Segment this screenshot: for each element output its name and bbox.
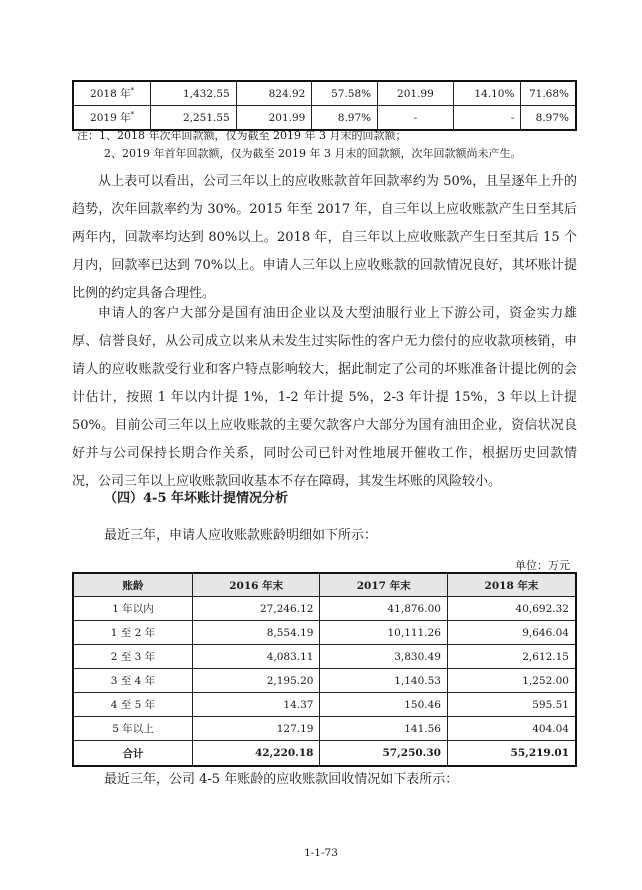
total-label: 合计 — [73, 741, 192, 767]
table-header-row — [73, 573, 576, 597]
table-cell: 8,554.19 — [192, 621, 320, 645]
table-cell: 41,876.00 — [320, 597, 448, 621]
table-row — [73, 106, 576, 131]
row-label: 5 年以上 — [73, 717, 192, 741]
header-2018: 2018 年末 — [447, 573, 576, 597]
table-row — [73, 669, 576, 693]
table-cell: 57.58% — [312, 81, 378, 106]
table-total-row — [73, 741, 576, 767]
table-row — [73, 597, 576, 621]
header-2017: 2017 年末 — [320, 573, 448, 597]
row-label: 1 年以内 — [73, 597, 192, 621]
table-cell: 9,646.04 — [447, 621, 576, 645]
table-cell: 14.10% — [453, 81, 521, 106]
paragraph-customer-profile: 申请人的客户大部分是国有油田企业以及大型油服行业上下游公司，资金实力雄厚、信誉良好，从公司成立以来从未发生过实际性的客户无力偿付的应收款项核销，申请人的应收账款受行业和客户特点影响较大，据此制定了公司的坏账准备计提比例的会计估计，按照 1 年以内计提 1%，1-2 年计提 5%，2-3 年计提 15%，3 年以上计提 50%。目前公司三年以上应收账款的主要欠款客户大部分为国有油田企业，资信状况良好并与公司保持长期合作关系，同时公司已针对性地展开催收工作，根据历史回款情况，公司三年以上应收账款回收基本不存在障碍，其发生坏账的风险较小。 — [72, 306, 577, 489]
year-cell: 2019 年* — [73, 106, 151, 131]
table-row — [73, 645, 576, 669]
table-cell: 4,083.11 — [192, 645, 320, 669]
paragraph-recovery-analysis: 从上表可以看出，公司三年以上的应收账款首年回款率约为 50%，且呈逐年上升的趋势，次年回款率约为 30%。2015 年至 2017 年，自三年以上应收账款产生日至其后两年内，回款率均达到 80%以上。2018 年，自三年以上应收账款产生日至其后 15 个月内，回款率已达到 70%以上。申请人三年以上应收账款的回款情况良好，其坏账计提比例的约定具备合理性。 — [72, 174, 577, 301]
table-cell: 14.37 — [192, 693, 320, 717]
header-2016: 2016 年末 — [192, 573, 320, 597]
table-cell: 3,830.49 — [320, 645, 448, 669]
closing-sentence: 最近三年，公司 4-5 年账龄的应收账款回收情况如下表所示： — [104, 772, 459, 787]
table-cell: - — [378, 106, 454, 131]
aging-table — [72, 572, 577, 767]
table-cell: 201.99 — [236, 106, 312, 131]
table-cell: 1,140.53 — [320, 669, 448, 693]
table-row — [73, 621, 576, 645]
table-cell: 127.19 — [192, 717, 320, 741]
table-cell: 150.46 — [320, 693, 448, 717]
recovery-rate-table — [72, 80, 577, 131]
table-note-2: 2、2019 年首年回款额，仅为截至 2019 年 3 月末的回款额，次年回款额尚未产生。 — [104, 147, 522, 160]
table-row — [73, 717, 576, 741]
row-label: 2 至 3 年 — [73, 645, 192, 669]
total-cell: 42,220.18 — [192, 741, 320, 767]
table-cell: 1,432.55 — [151, 81, 237, 106]
table-cell: 1,252.00 — [447, 669, 576, 693]
table-cell: 10,111.26 — [320, 621, 448, 645]
table-cell: 2,612.15 — [447, 645, 576, 669]
table-cell: 27,246.12 — [192, 597, 320, 621]
section-intro: 最近三年，申请人应收账款账龄明细如下所示： — [104, 528, 378, 543]
table-cell: - — [453, 106, 521, 131]
section-heading: （四）4-5 年坏账计提情况分析 — [104, 491, 289, 506]
table-note-1: 注：1、2018 年次年回款额，仅为截至 2019 年 3 月末的回款额； — [77, 129, 407, 142]
table-cell: 2,251.55 — [151, 106, 237, 131]
unit-label: 单位：万元 — [515, 559, 570, 572]
header-aging: 账龄 — [73, 573, 192, 597]
table-row — [73, 81, 576, 106]
table-cell: 201.99 — [378, 81, 454, 106]
row-label: 4 至 5 年 — [73, 693, 192, 717]
table-cell: 595.51 — [447, 693, 576, 717]
table-cell: 2,195.20 — [192, 669, 320, 693]
row-label: 1 至 2 年 — [73, 621, 192, 645]
table-cell: 71.68% — [521, 81, 576, 106]
table-cell: 824.92 — [236, 81, 312, 106]
table-row — [73, 693, 576, 717]
total-cell: 55,219.01 — [447, 741, 576, 767]
year-cell: 2018 年* — [73, 81, 151, 106]
table-cell: 8.97% — [521, 106, 576, 131]
table-cell: 8.97% — [312, 106, 378, 131]
total-cell: 57,250.30 — [320, 741, 448, 767]
page-number: 1-1-73 — [304, 847, 338, 859]
table-cell: 404.04 — [447, 717, 576, 741]
table-cell: 40,692.32 — [447, 597, 576, 621]
table-cell: 141.56 — [320, 717, 448, 741]
row-label: 3 至 4 年 — [73, 669, 192, 693]
